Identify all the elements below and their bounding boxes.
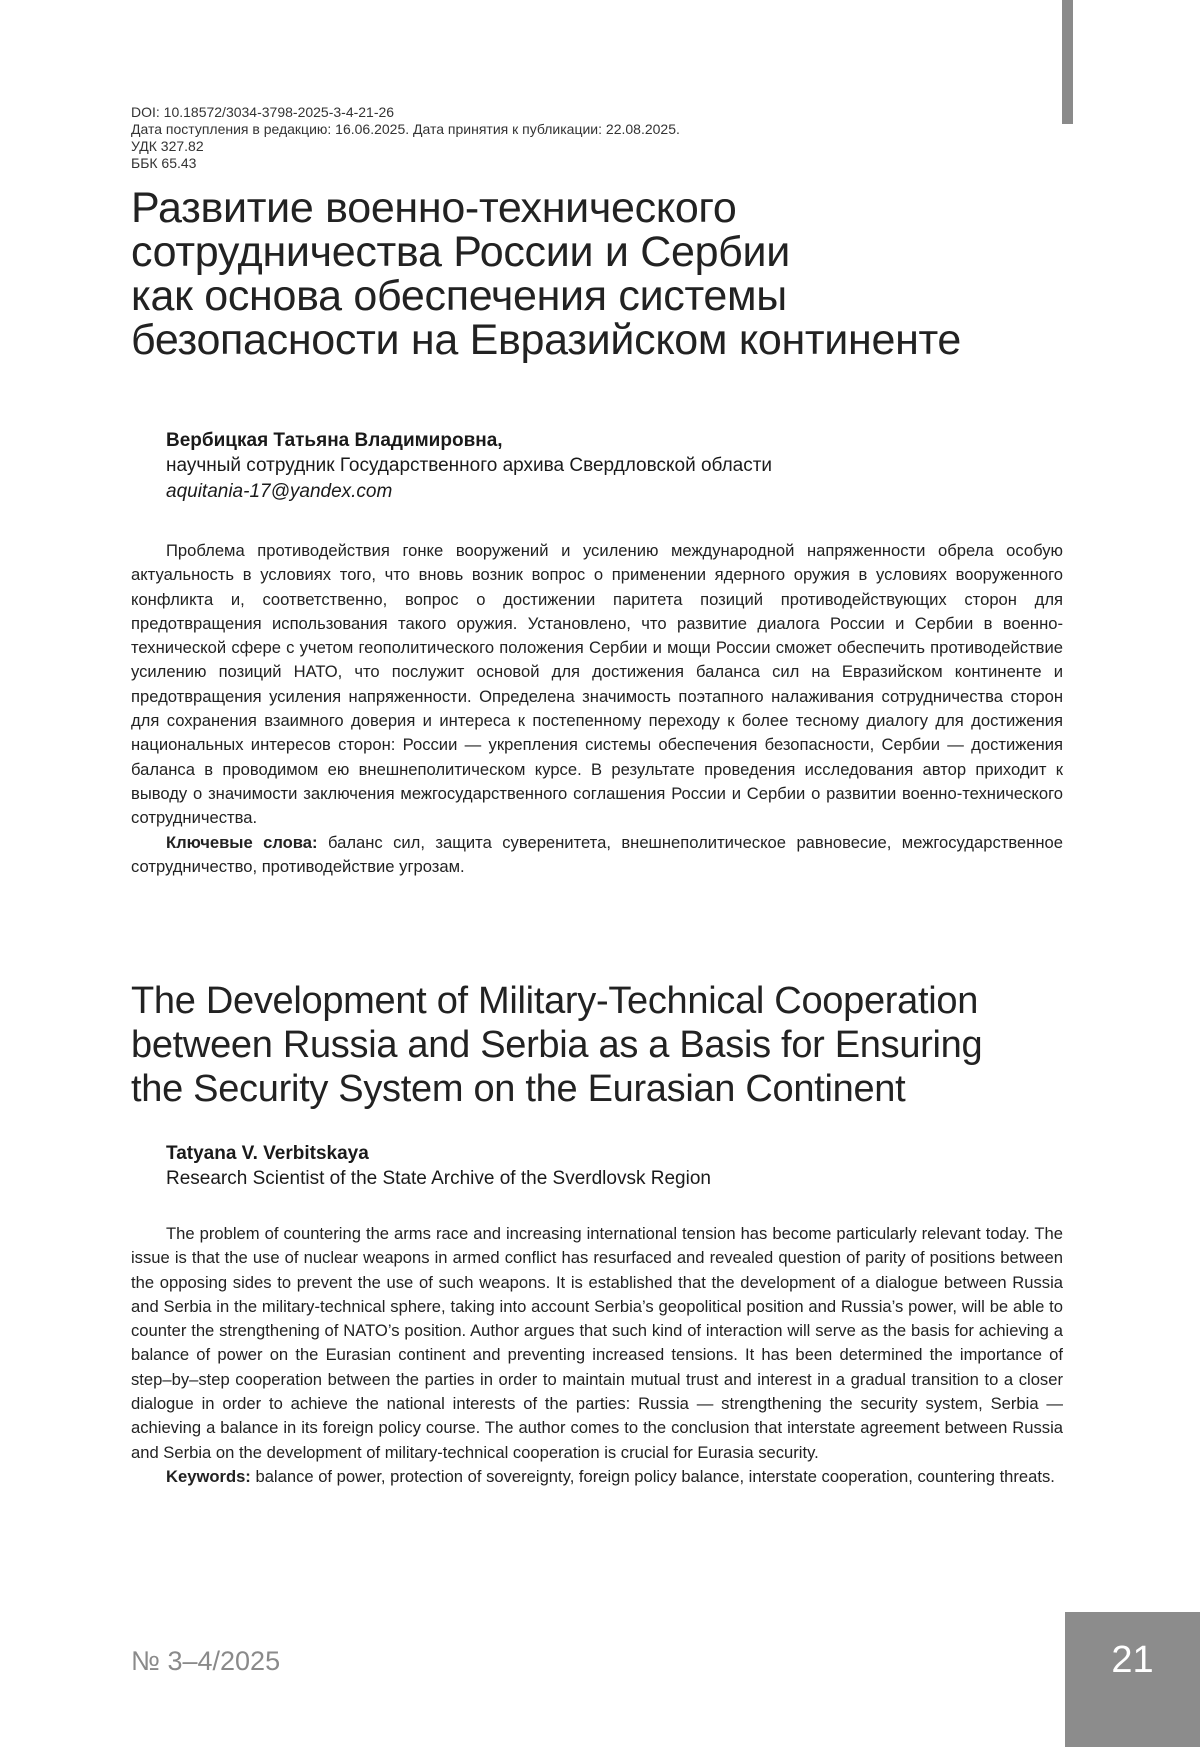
page-number: 21 [1111,1639,1154,1681]
title-ru-line: как основа обеспечения системы [131,272,787,320]
abstract-english [131,1222,1063,1489]
author-block-russian [166,429,1066,505]
keywords-ru [131,831,1063,880]
keywords-ru-label: Ключевые слова: [166,832,318,852]
title-en-line: between Russia and Serbia as a Basis for Ensuring [131,1024,983,1066]
author-affiliation-en: Research Scientist of the State Archive of the Sverdlovsk Region [166,1168,711,1189]
author-email: aquitania-17@yandex.com [166,481,393,502]
abstract-ru-text: Проблема противодействия гонке вооружений и усилению международной напряженности обрела особую актуальность в условиях того, что вновь возник вопрос о применении ядерного оружия в условиях вооруженного конфликта и, соответственно, вопрос о достижении паритета позиций противодействующих сторон для предотвращения использования такого оружия. Установлено, что развитие диалога России и Сербии в военно-технической сфере с учетом геополитического положения Сербии и мощи России сможет обеспечить противодействие усилению позиций НАТО, что послужит основой для достижения баланса сил на Евразийском континенте и предотвращения усиления напряженности. Определена значимость поэтапного налаживания сотрудничества сторон для сохранения взаимного доверия и интереса к постепенному переходу к более тесному диалогу для достижения национальных интересов сторон: России — укрепления системы обеспечения безопасности, Сербии — достижения баланса в проводимом ею внешнеполитическом курсе. В результате проведения исследования автор приходит к выводу о значимости заключения межгосударственного соглашения России и Сербии о развитии военно-технического сотрудничества. [131,541,1063,828]
abstract-en-text: The problem of countering the arms race and increasing international tension has become particularly relevant today. The issue is that the use of nuclear weapons in armed conflict has resurfaced and revealed question of parity of positions between the opposing sides to prevent the use of such weapons. It is established that the development of a dialogue between Russia and Serbia in the military-technical sphere, taking into account Serbia’s geopolitical position and Russia’s power, will be able to counter the strengthening of NATO’s position. Author argues that such kind of interaction will serve as the basis for achieving a balance of power on the Eurasian continent and preventing increased tensions. It has been determined the importance of step–by–step cooperation between the parties in order to maintain mutual trust and interest in a gradual transition to a closer dialogue in order to achieve the national interests of the parties: Russia — strengthening the security system, Serbia — achieving a balance in its foreign policy course. The author comes to the conclusion that interstate agreement between Russia and Serbia on the development of military-technical cooperation is crucial for Eurasia security. [131,1224,1063,1462]
udk-code: УДК 327.82 [131,138,204,154]
author-affiliation-ru: научный сотрудник Государственного архива Свердловской области [166,455,773,476]
title-ru-line: безопасности на Евразийском континенте [131,316,962,364]
title-ru-line: сотрудничества России и Сербии [131,228,790,276]
title-ru-line: Развитие военно-технического [131,184,737,232]
doi: DOI: 10.18572/3034-3798-2025-3-4-21-26 [131,104,395,120]
keywords-en-label: Keywords: [166,1466,251,1486]
article-metadata [131,104,951,172]
author-name-ru: Вербицкая Татьяна Владимировна, [166,430,503,451]
keywords-ru-text: баланс сил, защита суверенитета, внешнеполитическое равновесие, межгосударственное сотрудничество, противодействие угрозам. [131,832,1063,876]
keywords-en [131,1465,1063,1489]
bbk-code: ББК 65.43 [131,155,197,171]
title-english [131,979,1071,1111]
issue-number: № 3–4/2025 [131,1646,281,1676]
author-name-en: Tatyana V. Verbitskaya [166,1143,369,1164]
abstract-russian [131,539,1063,879]
decorative-top-bar [1062,0,1073,124]
title-en-line: the Security System on the Eurasian Continent [131,1068,906,1110]
title-en-line: The Development of Military-Technical Cooperation [131,980,979,1022]
keywords-en-text: balance of power, protection of sovereignty, foreign policy balance, interstate cooperation, countering threats. [255,1466,1055,1486]
page-number-box [1065,1612,1200,1747]
author-block-english [166,1142,1066,1192]
title-russian [131,186,1051,362]
submission-dates: Дата поступления в редакцию: 16.06.2025. Дата принятия к публикации: 22.08.2025. [131,121,680,137]
